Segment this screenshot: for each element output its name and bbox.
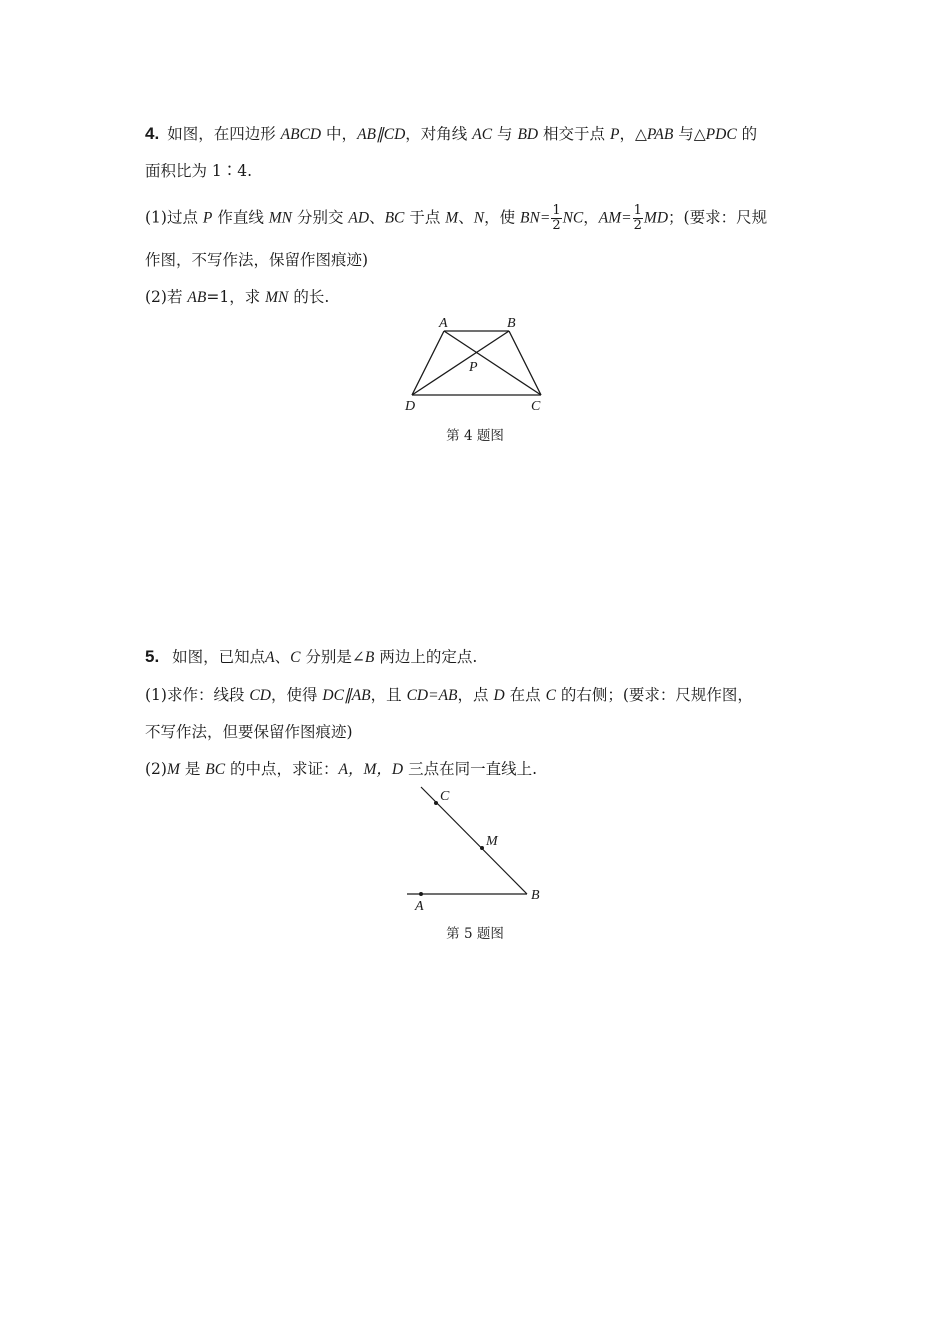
label-C5: C — [440, 789, 450, 804]
label-B: B — [507, 316, 516, 331]
label-P: P — [469, 360, 478, 375]
q5-part1-line2: 不写作法，但要保留作图痕迹) — [145, 723, 353, 741]
q5-part1-line1: (1)求作：线段 CD，使得 DC∥AB，且 CD=AB，点 D 在点 C 的右侧；(要求：尺规作图， — [145, 686, 753, 704]
label-B5: B — [531, 888, 540, 903]
label-A5: A — [415, 899, 424, 914]
label-A: A — [439, 316, 448, 331]
point-C — [434, 801, 438, 805]
label-M5: M — [486, 834, 498, 849]
q4-number: 4. — [145, 124, 160, 143]
fraction-half: $\frac{1}{2}$ — [552, 203, 561, 233]
label-C: C — [531, 399, 541, 414]
label-D: D — [405, 399, 416, 414]
q4-part1-line2: 作图，不写作法，保留作图痕迹) — [145, 251, 369, 269]
q4-part2: (2)若 AB=1，求 MN 的长. — [145, 288, 330, 306]
q5-part2: (2)M 是 BC 的中点，求证：A，M，D 三点在同一直线上. — [145, 760, 537, 778]
point-A — [419, 892, 423, 896]
q4-stem-line2: 面积比为 1∶4. — [145, 162, 253, 180]
q5-figure-angle — [407, 787, 527, 894]
q4-figure-caption: 第 4 题图 — [446, 428, 504, 444]
q5-stem: 5. 如图，已知点A、C 分别是∠B 两边上的定点. — [145, 647, 478, 666]
q4-stem-line1: 4. 如图，在四边形 ABCD 中，AB∥CD，对角线 AC 与 BD 相交于点 P，△PAB 与△PDC 的 — [145, 124, 758, 143]
q4-part1-line1: (1)过点 P 作直线 MN 分别交 AD、BC 于点 M、N，使 BN= $\frac{1}{2}$ NC，AM= $\frac{1}{2}$ MD；(要求：尺规 — [145, 203, 768, 233]
q5-figure-caption: 第 5 题图 — [446, 926, 504, 942]
q5-number: 5. — [145, 647, 160, 666]
fraction-half: $\frac{1}{2}$ — [633, 203, 642, 233]
point-M — [480, 846, 484, 850]
